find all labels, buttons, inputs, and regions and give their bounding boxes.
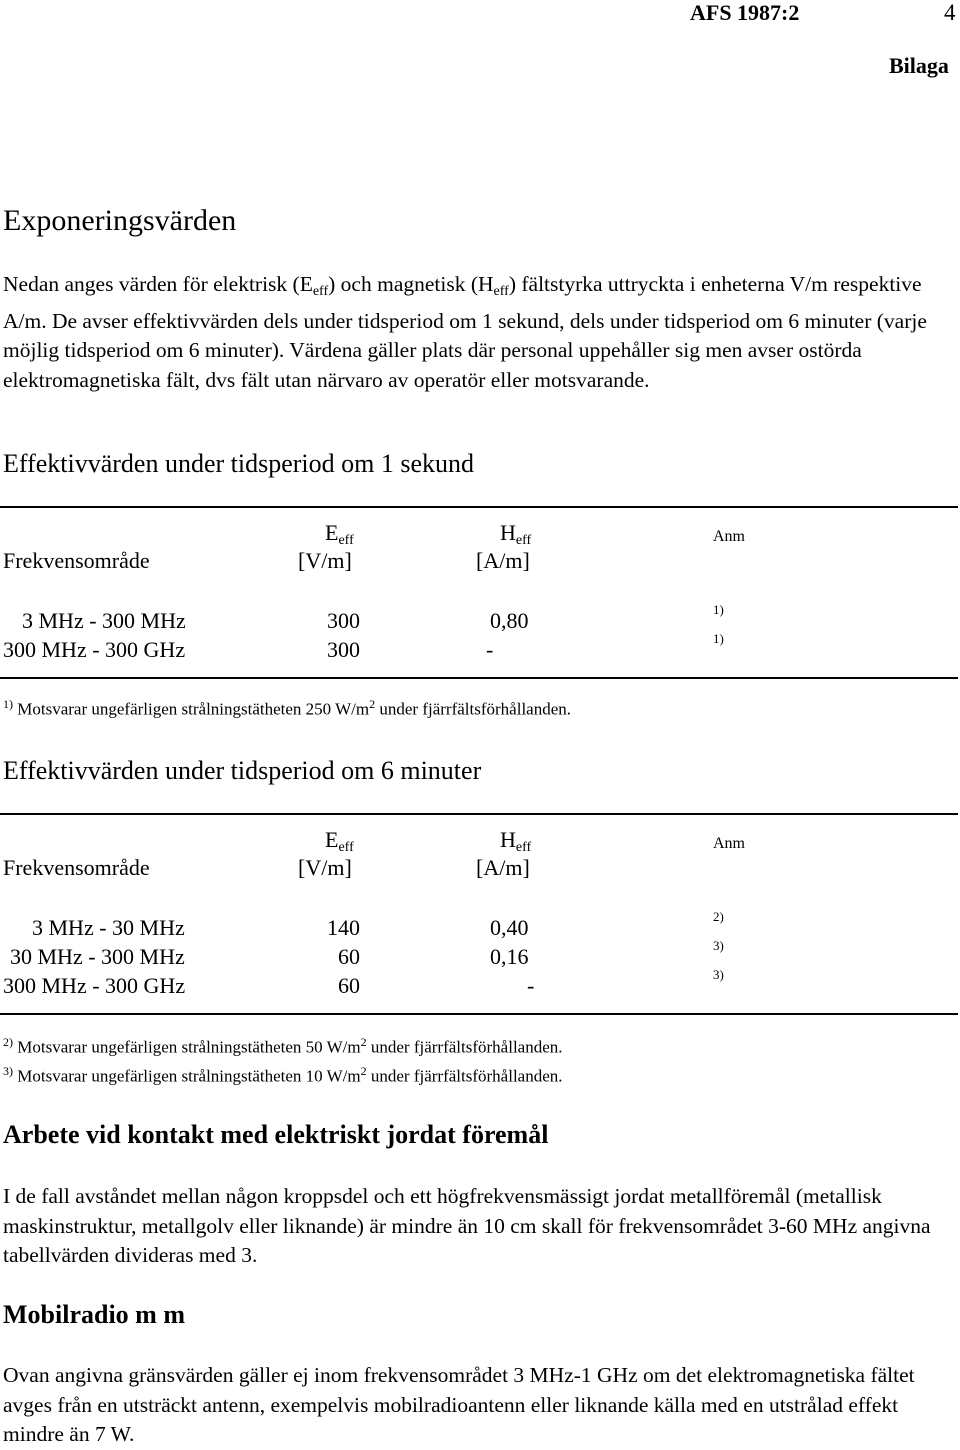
table2-col-anm: Anm [713,835,745,852]
table1-footnote-1: $^{1)}$ Motsvarar ungefärligen strålningstätheten 250 $W/m^2$ under fjärrfältsförhållanden. [3,697,572,719]
table2-col-h-unit: [A/m] [476,855,530,880]
table1-col-h: $H_{eff}$ [500,520,532,548]
table2-col-h: $H_{eff}$ [500,827,532,855]
table-row-freq: 300 MHz - 300 GHz [3,637,186,662]
intro-sub-eff-1: eff [312,284,329,299]
page-title: Exponeringsvärden [3,204,237,237]
table-row-anm: 3) [713,967,724,982]
table-row-freq: 30 MHz - 300 MHz [10,944,185,969]
table-row-anm: 3) [713,938,724,953]
section-body-mobile-radio: Ovan angivna gränsvärden gäller ej inom frekvensområdet 3 MHz-1 GHz om det elektromagnetiska fältet avges från en utsträckt antenn, exempelvis mobilradioantenn eller liknande källa med en utstrålad effekt mindre än 7 W. [3,1363,915,1446]
table2-bottom-rule [0,1013,958,1015]
table1-col-h-unit: [A/m] [476,548,530,573]
intro-paragraph [3,270,960,395]
table-row-anm: 1) [713,602,724,617]
table-row-e: 300 [327,637,360,662]
table-row-e: 300 [327,608,360,633]
section-body-grounded-object: I de fall avståndet mellan någon kroppsdel och ett högfrekvensmässigt jordat metallföremål (metallisk maskinstruktur, metallgolv eller liknande) är mindre än 10 cm skall för frekvensområdet 3-60 MHz angivna tabellvärden divideras med 3. [3,1184,931,1267]
section-heading-mobile-radio: Mobilradio m m [3,1300,185,1329]
table2-top-rule [0,813,958,815]
section-heading-grounded-object: Arbete vid kontakt med elektriskt jordat föremål [3,1120,549,1149]
intro-text-1: Nedan anges värden för elektrisk (E [3,272,313,296]
table2-footnote-3: $^{3)}$ Motsvarar ungefärligen strålningstätheten 10 $W/m^2$ under fjärrfältsförhållanden. [3,1064,563,1086]
table-row-e: 60 [338,944,360,969]
table1-col-e: $E_{eff}$ [325,520,354,548]
table-row-freq: 300 MHz - 300 GHz [3,973,186,998]
table-row-h: 0,16 [490,944,529,969]
table1-col-e-unit: [V/m] [298,548,352,573]
table-row-anm: 2) [713,909,724,924]
table1-col-freq: Frekvensområde [3,548,150,573]
table-row-e: 140 [327,915,360,940]
intro-sub-eff-2: eff [493,284,509,299]
table-row-freq: 3 MHz - 300 MHz [22,608,186,633]
table2-heading: Effektivvärden under tidsperiod om 6 minuter [3,756,482,785]
table2-col-e-unit: [V/m] [298,855,352,880]
table2-footnote-2: $^{2)}$ Motsvarar ungefärligen strålningstätheten 50 $W/m^2$ under fjärrfältsförhållanden. [3,1035,563,1057]
table1-bottom-rule [0,677,958,679]
table-row-h: - [527,973,535,998]
table2-col-e: $E_{eff}$ [325,827,354,855]
intro-text-3: ) fältstyrka uttryckta i enheterna V/m respektive A/m. De avser effektivvärden dels under tidsperiod om 1 sekund, dels under tidsperiod om 6 minuter (varje möjlig tidsperiod om 6 minuter). Värdena gäller plats där personal uppehåller sig men avser ostörda elektromagnetiska fält, dvs fält utan närvaro av operatör eller motsvarande. [3,272,927,392]
table-row-h: - [486,637,494,662]
document-id: AFS 1987:2 [690,0,800,25]
page-number: 4 [944,0,956,25]
table-row-anm: 1) [713,631,724,646]
appendix-label: Bilaga [889,53,949,78]
table1-heading: Effektivvärden under tidsperiod om 1 sekund [3,449,475,478]
table-row-h: 0,40 [490,915,529,940]
table-row-e: 60 [338,973,360,998]
table1-col-anm: Anm [713,528,745,545]
table1-top-rule [0,506,958,508]
table-row-freq: 3 MHz - 30 MHz [32,915,185,940]
intro-text-2: ) och magnetisk (H [328,272,494,296]
table-row-h: 0,80 [490,608,529,633]
table2-col-freq: Frekvensområde [3,855,150,880]
